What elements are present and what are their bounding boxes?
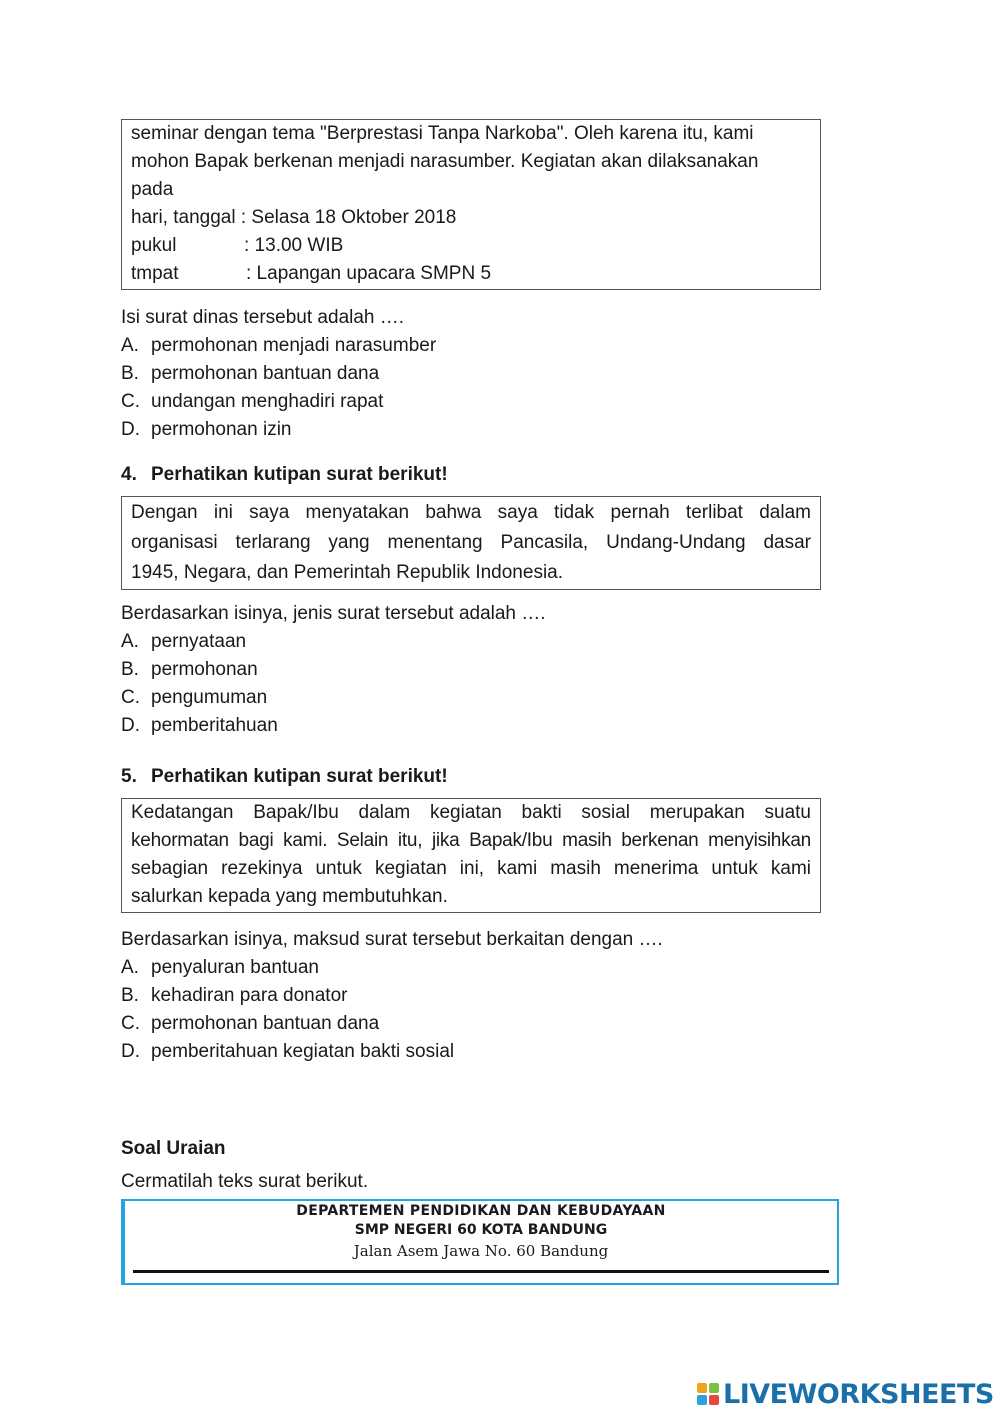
- question-5-heading: 5. Perhatikan kutipan surat berikut!: [121, 766, 448, 787]
- q4-option-c[interactable]: C. pengumuman: [121, 687, 268, 708]
- q3-option-c[interactable]: C. undangan menghadiri rapat: [121, 391, 384, 412]
- q5-option-b[interactable]: B. kehadiran para donator: [121, 985, 348, 1006]
- excerpt-box-5: [121, 798, 821, 913]
- excerpt-line: kehormatan bagi kami. Selain itu, jika Bapak/Ibu masih berkenan menyisihkan: [131, 830, 811, 851]
- essay-heading: Soal Uraian: [121, 1138, 226, 1159]
- q3-option-b[interactable]: B. permohonan bantuan dana: [121, 363, 380, 384]
- excerpt-line: Dengan ini saya menyatakan bahwa saya tidak pernah terlibat dalam: [131, 502, 811, 523]
- logo-wordmark: LIVEWORKSHEETS: [723, 1378, 994, 1410]
- q4-option-a[interactable]: A. pernyataan: [121, 631, 247, 652]
- question-3-prompt: Isi surat dinas tersebut adalah ….: [121, 307, 405, 328]
- essay-instruction: Cermatilah teks surat berikut.: [121, 1171, 369, 1192]
- liveworksheets-logo: [697, 1378, 994, 1410]
- excerpt-box-1: [121, 119, 821, 290]
- question-4-heading: 4. Perhatikan kutipan surat berikut!: [121, 464, 448, 485]
- q4-option-b[interactable]: B. permohonan: [121, 659, 258, 680]
- letterhead-school: SMP NEGERI 60 KOTA BANDUNG: [354, 1222, 608, 1238]
- question-4-prompt: Berdasarkan isinya, jenis surat tersebut adalah ….: [121, 603, 546, 624]
- letterhead-department: DEPARTEMEN PENDIDIKAN DAN KEBUDAYAAN: [296, 1203, 666, 1219]
- question-5-prompt: Berdasarkan isinya, maksud surat tersebut berkaitan dengan ….: [121, 929, 663, 950]
- excerpt-line: seminar dengan tema "Berprestasi Tanpa Narkoba". Oleh karena itu, kami: [131, 123, 754, 144]
- letterhead-divider: [133, 1270, 829, 1273]
- excerpt-line: organisasi terlarang yang menentang Pancasila, Undang-Undang dasar: [131, 532, 811, 553]
- excerpt-line: 1945, Negara, dan Pemerintah Republik Indonesia.: [131, 562, 564, 583]
- excerpt-line: salurkan kepada yang membutuhkan.: [131, 886, 448, 907]
- q4-option-d[interactable]: D. pemberitahuan: [121, 715, 278, 736]
- excerpt-box-4: [121, 496, 821, 590]
- q5-option-a[interactable]: A. penyaluran bantuan: [121, 957, 319, 978]
- excerpt-line: pada: [131, 179, 174, 200]
- q5-option-d[interactable]: D. pemberitahuan kegiatan bakti sosial: [121, 1041, 455, 1062]
- letterhead-box: [121, 1199, 839, 1285]
- logo-block: [709, 1383, 719, 1393]
- q5-option-c[interactable]: C. permohonan bantuan dana: [121, 1013, 380, 1034]
- detail-row-date: hari, tanggal : Selasa 18 Oktober 2018: [131, 207, 457, 228]
- excerpt-line: sebagian rezekinya untuk kegiatan ini, kami masih menerima untuk kami: [131, 858, 811, 879]
- logo-blocks-icon: [697, 1383, 719, 1405]
- letterhead-address: Jalan Asem Jawa No. 60 Bandung: [353, 1242, 609, 1260]
- logo-block: [697, 1395, 707, 1405]
- q3-option-a[interactable]: A. permohonan menjadi narasumber: [121, 335, 437, 356]
- excerpt-line: Kedatangan Bapak/Ibu dalam kegiatan bakti sosial merupakan suatu: [131, 802, 811, 823]
- logo-block: [709, 1395, 719, 1405]
- logo-block: [697, 1383, 707, 1393]
- excerpt-line: mohon Bapak berkenan menjadi narasumber. Kegiatan akan dilaksanakan: [131, 151, 759, 172]
- detail-row-time: pukul : 13.00 WIB: [131, 235, 344, 256]
- q3-option-d[interactable]: D. permohonan izin: [121, 419, 292, 440]
- detail-row-place: tmpat : Lapangan upacara SMPN 5: [131, 263, 492, 284]
